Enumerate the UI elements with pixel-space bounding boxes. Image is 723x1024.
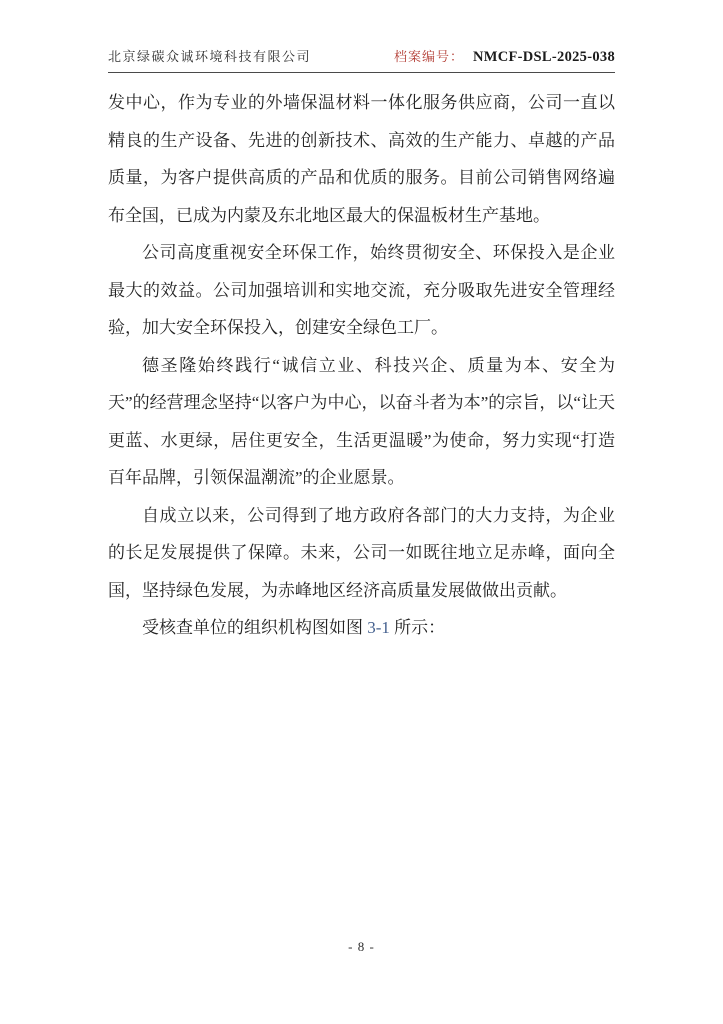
header-file-number <box>394 46 615 66</box>
paragraph-figure-reference <box>108 609 615 647</box>
page-footer <box>0 938 723 956</box>
figure-3-1-link[interactable]: 3-1 <box>367 618 390 637</box>
paragraph-company-intro: 发中心，作为专业的外墙保温材料一体化服务供应商，公司一直以精良的生产设备、先进的创新技术、高效的生产能力、卓越的产品质量，为客户提供高质的产品和优质的服务。目前公司销售网络遍布全国，已成为内蒙及东北地区最大的保温板材生产基地。 <box>108 93 615 225</box>
file-number-label: 档案编号： <box>393 49 464 64</box>
page-number: - 8 - <box>348 939 375 954</box>
figure-reference-suffix: 所示： <box>389 618 446 637</box>
figure-reference-prefix: 受核查单位的组织机构图如图 <box>142 618 368 637</box>
paragraph-safety-environment: 公司高度重视安全环保工作，始终贯彻安全、环保投入是企业最大的效益。公司加强培训和实地交流，充分吸取先进安全管理经验，加大安全环保投入，创建安全绿色工厂。 <box>108 243 615 337</box>
document-body <box>108 84 615 647</box>
page-header <box>108 46 615 73</box>
header-company-name: 北京绿碳众诚环境科技有限公司 <box>108 49 312 64</box>
paragraph-government-support: 自成立以来，公司得到了地方政府各部门的大力支持，为企业的长足发展提供了保障。未来，公司一如既往地立足赤峰，面向全国，坚持绿色发展，为赤峰地区经济高质量发展做做出贡献。 <box>108 505 615 600</box>
file-number-value: NMCF-DSL-2025-038 <box>472 49 615 65</box>
paragraph-company-philosophy: 德圣隆始终践行“诚信立业、科技兴企、质量为本、安全为天”的经营理念坚持“以客户为中心，以奋斗者为本”的宗旨，以“让天更蓝、水更绿，居住更安全，生活更温暖”为使命，努力实现“打造百年品牌，引领保温潮流”的企业愿景。 <box>108 355 615 487</box>
